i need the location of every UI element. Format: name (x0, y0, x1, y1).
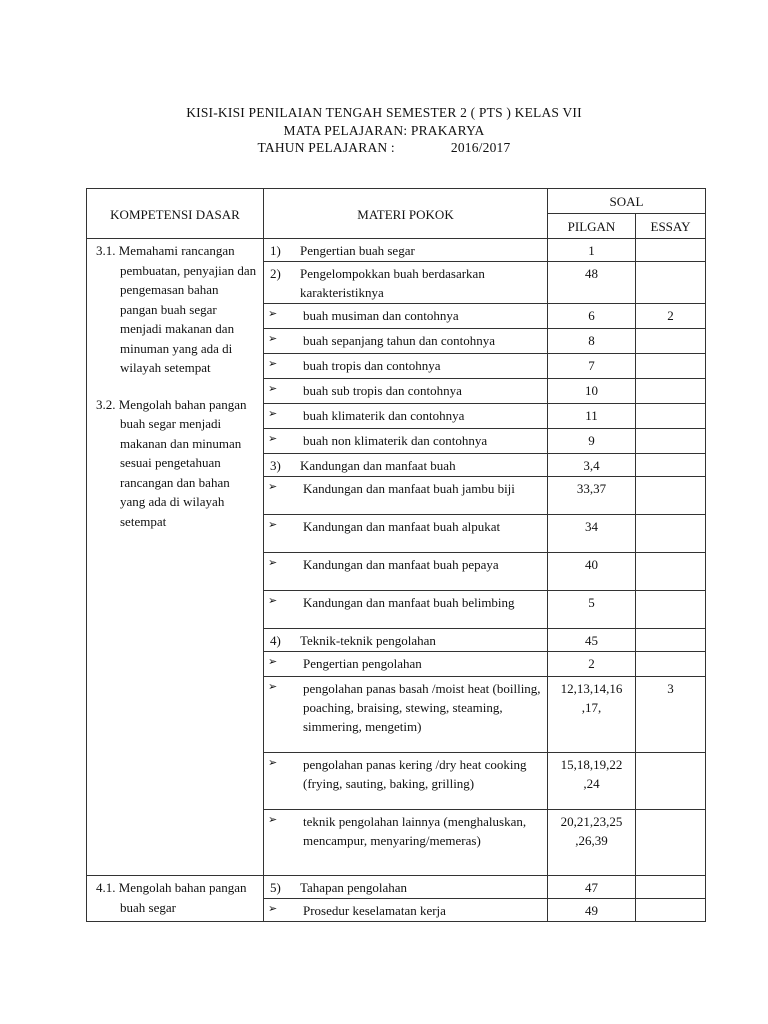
pilgan-value: 1 (548, 239, 636, 262)
materi-cell (264, 329, 548, 354)
kd-4-1: 4.1. Mengolah bahan pangan buah segar (96, 880, 247, 915)
document-title (0, 104, 768, 157)
essay-value: 3 (636, 677, 706, 753)
materi-cell (264, 876, 548, 899)
title-line-1: KISI-KISI PENILAIAN TENGAH SEMESTER 2 ( PTS ) KELAS VII (186, 105, 582, 120)
kompetensi-dasar-cell (87, 239, 264, 876)
pilgan-value: 48 (548, 262, 636, 304)
materi-text: Pengelompokkan buah berdasarkan karakteristiknya (300, 266, 485, 300)
arrow-bullet-icon: ➢ (268, 757, 278, 769)
materi-subtext: teknik pengolahan lainnya (menghaluskan, mencampur, menyaring/memeras) (303, 814, 527, 848)
year-value: 2016/2017 (450, 140, 511, 155)
materi-subtext: buah sub tropis dan contohnya (303, 383, 462, 398)
materi-subtext: pengolahan panas basah /moist heat (boilling, poaching, braising, stewing, steaming, simmering, mengetim) (303, 681, 541, 734)
arrow-bullet-icon: ➢ (268, 383, 278, 395)
materi-cell (264, 354, 548, 379)
materi-subtext: buah sepanjang tahun dan contohnya (303, 333, 496, 348)
pilgan-value: 15,18,19,22 ,24 (548, 753, 636, 810)
materi-cell (264, 262, 548, 304)
materi-cell (264, 515, 548, 553)
header-pilgan: PILGAN (548, 214, 636, 239)
materi-cell (264, 304, 548, 329)
materi-cell (264, 591, 548, 629)
arrow-bullet-icon: ➢ (268, 408, 278, 420)
materi-subtext: pengolahan panas kering /dry heat cooking (frying, sauting, baking, grilling) (303, 757, 527, 791)
materi-subtext: Pengertian pengolahan (303, 656, 422, 671)
arrow-bullet-icon: ➢ (268, 595, 278, 607)
materi-cell (264, 429, 548, 454)
item-number: 5) (270, 880, 281, 895)
arrow-bullet-icon: ➢ (268, 814, 278, 826)
materi-subtext: buah musiman dan contohnya (303, 308, 459, 323)
title-line-2: MATA PELAJARAN: PRAKARYA (283, 122, 485, 138)
item-number: 4) (270, 633, 281, 648)
pilgan-value: 49 (548, 899, 636, 922)
pilgan-value: 9 (548, 429, 636, 454)
materi-text: Teknik-teknik pengolahan (300, 633, 436, 648)
essay-value (636, 329, 706, 354)
arrow-bullet-icon: ➢ (268, 681, 278, 693)
materi-cell (264, 454, 548, 477)
essay-value (636, 262, 706, 304)
pilgan-value: 47 (548, 876, 636, 899)
arrow-bullet-icon: ➢ (268, 333, 278, 345)
materi-cell (264, 652, 548, 677)
table-row (87, 239, 706, 262)
materi-subtext: Kandungan dan manfaat buah pepaya (303, 557, 499, 572)
essay-value (636, 515, 706, 553)
kd-3-1: 3.1. Memahami rancangan pembuatan, penyajian dan pengemasan bahan pangan buah segar menjadi makanan dan minuman yang ada di wilayah setempat (96, 243, 257, 375)
essay-value (636, 629, 706, 652)
pilgan-value: 45 (548, 629, 636, 652)
materi-subtext: Kandungan dan manfaat buah jambu biji (303, 481, 515, 496)
pilgan-value: 12,13,14,16 ,17, (548, 677, 636, 753)
item-number: 3) (270, 458, 281, 473)
essay-value (636, 876, 706, 899)
header-soal: SOAL (548, 189, 706, 214)
header-essay: ESSAY (636, 214, 706, 239)
essay-value (636, 404, 706, 429)
kompetensi-dasar-cell (87, 876, 264, 922)
pilgan-value: 8 (548, 329, 636, 354)
materi-cell (264, 379, 548, 404)
materi-subtext: buah non klimaterik dan contohnya (303, 433, 488, 448)
materi-text: Kandungan dan manfaat buah (300, 458, 456, 473)
materi-subtext: buah klimaterik dan contohnya (303, 408, 465, 423)
essay-value (636, 753, 706, 810)
materi-subtext: Kandungan dan manfaat buah belimbing (303, 595, 515, 610)
pilgan-value: 10 (548, 379, 636, 404)
materi-cell (264, 629, 548, 652)
materi-cell (264, 753, 548, 810)
arrow-bullet-icon: ➢ (268, 519, 278, 531)
pilgan-value: 20,21,23,25 ,26,39 (548, 810, 636, 876)
pilgan-value: 40 (548, 553, 636, 591)
pilgan-value: 2 (548, 652, 636, 677)
essay-value (636, 239, 706, 262)
header-kompetensi-dasar: KOMPETENSI DASAR (87, 189, 264, 239)
pilgan-value: 5 (548, 591, 636, 629)
materi-subtext: Prosedur keselamatan kerja (303, 903, 446, 918)
arrow-bullet-icon: ➢ (268, 308, 278, 320)
materi-cell (264, 404, 548, 429)
pilgan-value: 6 (548, 304, 636, 329)
header-materi-pokok: MATERI POKOK (264, 189, 548, 239)
year-label: TAHUN PELAJARAN : (257, 140, 395, 155)
arrow-bullet-icon: ➢ (268, 481, 278, 493)
essay-value (636, 810, 706, 876)
materi-subtext: Kandungan dan manfaat buah alpukat (303, 519, 501, 534)
materi-text: Pengertian buah segar (300, 243, 415, 258)
essay-value (636, 454, 706, 477)
essay-value (636, 379, 706, 404)
pilgan-value: 11 (548, 404, 636, 429)
essay-value (636, 354, 706, 379)
essay-value (636, 899, 706, 922)
materi-cell (264, 810, 548, 876)
materi-cell (264, 477, 548, 515)
essay-value (636, 429, 706, 454)
title-line-3 (0, 139, 768, 157)
materi-subtext: buah tropis dan contohnya (303, 358, 441, 373)
pilgan-value: 33,37 (548, 477, 636, 515)
materi-cell (264, 239, 548, 262)
arrow-bullet-icon: ➢ (268, 903, 278, 915)
arrow-bullet-icon: ➢ (268, 433, 278, 445)
arrow-bullet-icon: ➢ (268, 656, 278, 668)
essay-value (636, 652, 706, 677)
table-row (87, 876, 706, 899)
essay-value (636, 477, 706, 515)
kd-3-2: 3.2. Mengolah bahan pangan buah segar menjadi makanan dan minuman sesuai pengetahuan rancangan dan bahan yang ada di wilayah setempat (96, 396, 247, 529)
pilgan-value: 7 (548, 354, 636, 379)
materi-cell (264, 899, 548, 922)
materi-text: Tahapan pengolahan (300, 880, 408, 895)
arrow-bullet-icon: ➢ (268, 358, 278, 370)
arrow-bullet-icon: ➢ (268, 557, 278, 569)
essay-value: 2 (636, 304, 706, 329)
pilgan-value: 3,4 (548, 454, 636, 477)
pilgan-value: 34 (548, 515, 636, 553)
materi-cell (264, 553, 548, 591)
essay-value (636, 553, 706, 591)
essay-value (636, 591, 706, 629)
item-number: 2) (270, 266, 281, 281)
materi-cell (264, 677, 548, 753)
kisi-kisi-table (86, 188, 706, 922)
item-number: 1) (270, 243, 281, 258)
